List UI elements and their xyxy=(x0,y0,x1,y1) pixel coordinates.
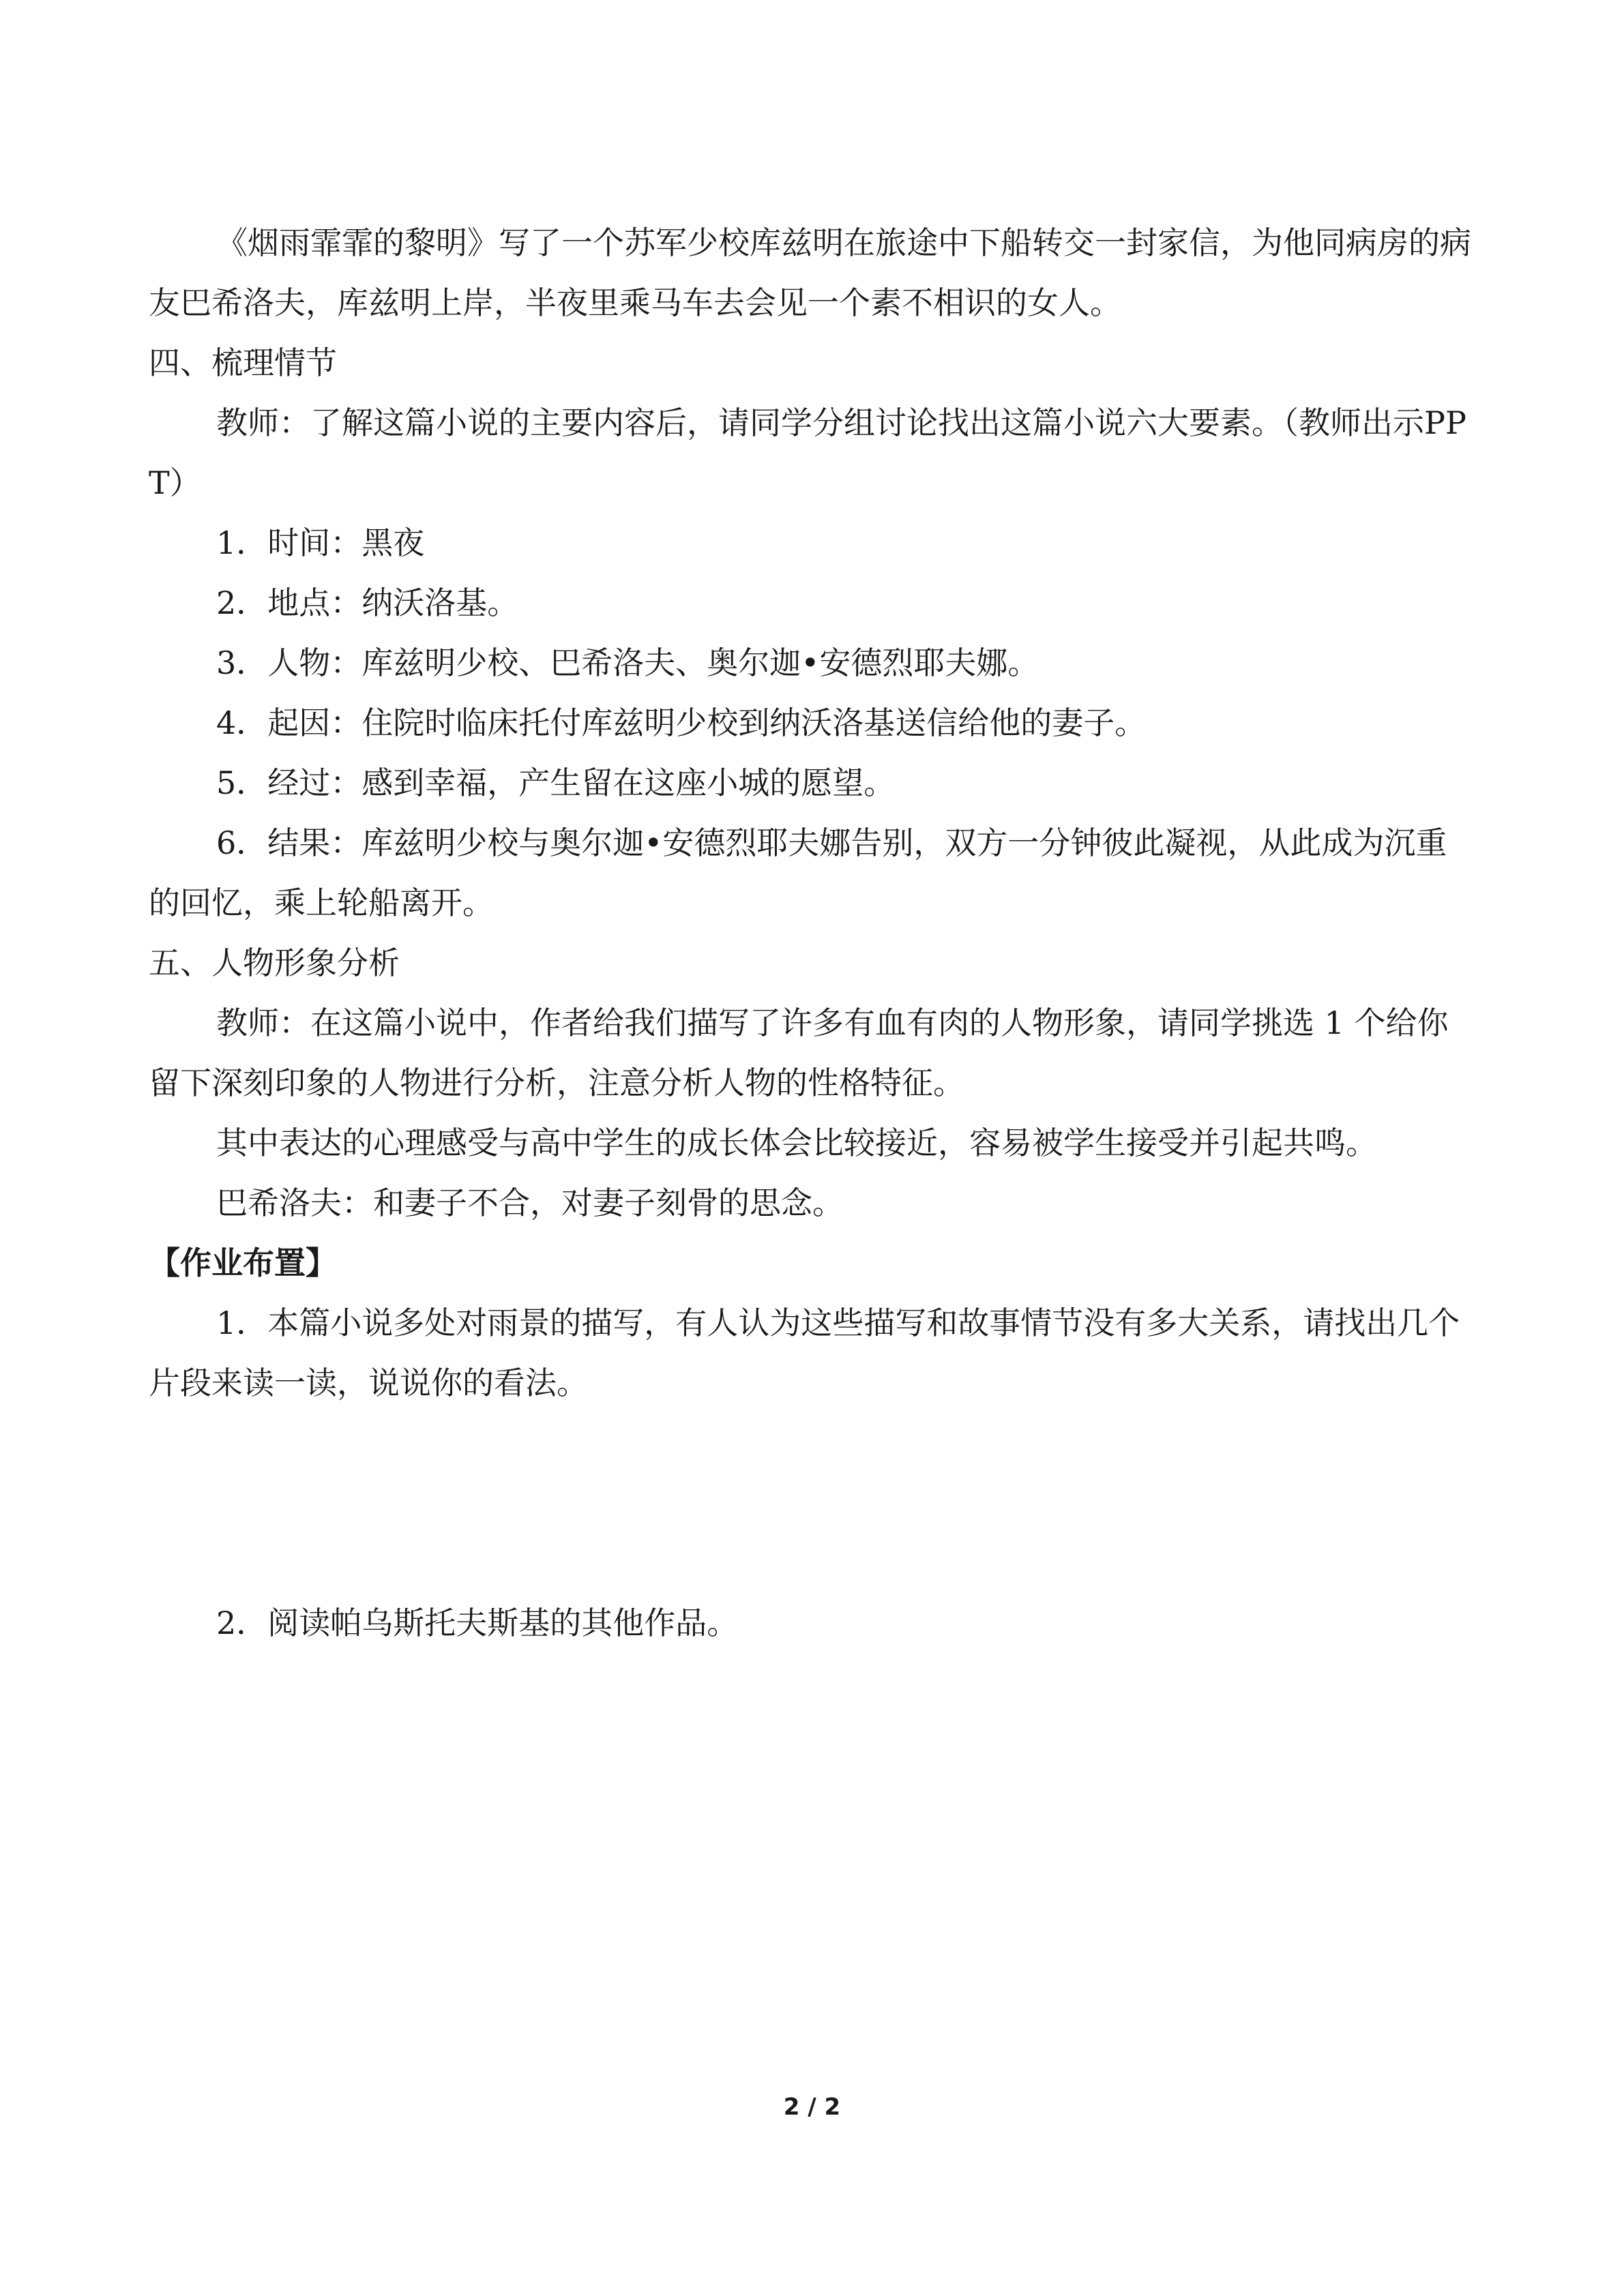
teacher-instruction-paragraph: 教师：了解这篇小说的主要内容后，请同学分组讨论找出这篇小说六大要素。（教师出示PPT） xyxy=(149,404,1466,501)
resonance-paragraph: 其中表达的心理感受与高中学生的成长体会比较接近，容易被学生接受并引起共鸣。 xyxy=(216,1124,1377,1161)
element-cause: 4．起因：住院时临床托付库兹明少校到纳沃洛基送信给他的妻子。 xyxy=(216,704,1147,741)
intro-paragraph: 《烟雨霏霏的黎明》写了一个苏军少校库兹明在旅途中下船转交一封家信，为他同病房的病友巴希洛夫，库兹明上岸，半夜里乘马车去会见一个素不相识的女人。 xyxy=(149,224,1471,321)
section-heading-plot: 四、梳理情节 xyxy=(149,344,337,381)
homework-item-2: 2．阅读帕乌斯托夫斯基的其他作品。 xyxy=(216,1605,739,1641)
element-characters: 3．人物：库兹明少校、巴希洛夫、奥尔迦•安德烈耶夫娜。 xyxy=(216,644,1039,681)
page-number: 2 / 2 xyxy=(783,2093,841,2121)
homework-heading: 【作业布置】 xyxy=(149,1244,337,1281)
character-bashilov-paragraph: 巴希洛夫：和妻子不合，对妻子刻骨的思念。 xyxy=(216,1184,844,1221)
element-process: 5．经过：感到幸福，产生留在这座小城的愿望。 xyxy=(216,764,896,801)
teacher-analysis-paragraph: 教师：在这篇小说中，作者给我们描写了许多有血有肉的人物形象，请同学挑选 1 个给你留下深刻印象的人物进行分析，注意分析人物的性格特征。 xyxy=(149,1004,1449,1101)
section-heading-character-analysis: 五、人物形象分析 xyxy=(149,944,400,981)
element-time: 1．时间：黑夜 xyxy=(216,524,425,561)
element-result: 6．结果：库兹明少校与奥尔迦•安德烈耶夫娜告别，双方一分钟彼此凝视，从此成为沉重的回忆，乘上轮船离开。 xyxy=(149,824,1447,921)
homework-item-1: 1．本篇小说多处对雨景的描写，有人认为这些描写和故事情节没有多大关系，请找出几个片段来读一读，说说你的看法。 xyxy=(149,1304,1460,1401)
answer-space xyxy=(149,1413,1475,1593)
element-place: 2．地点：纳沃洛基。 xyxy=(216,584,519,621)
document-body xyxy=(149,213,1475,1653)
